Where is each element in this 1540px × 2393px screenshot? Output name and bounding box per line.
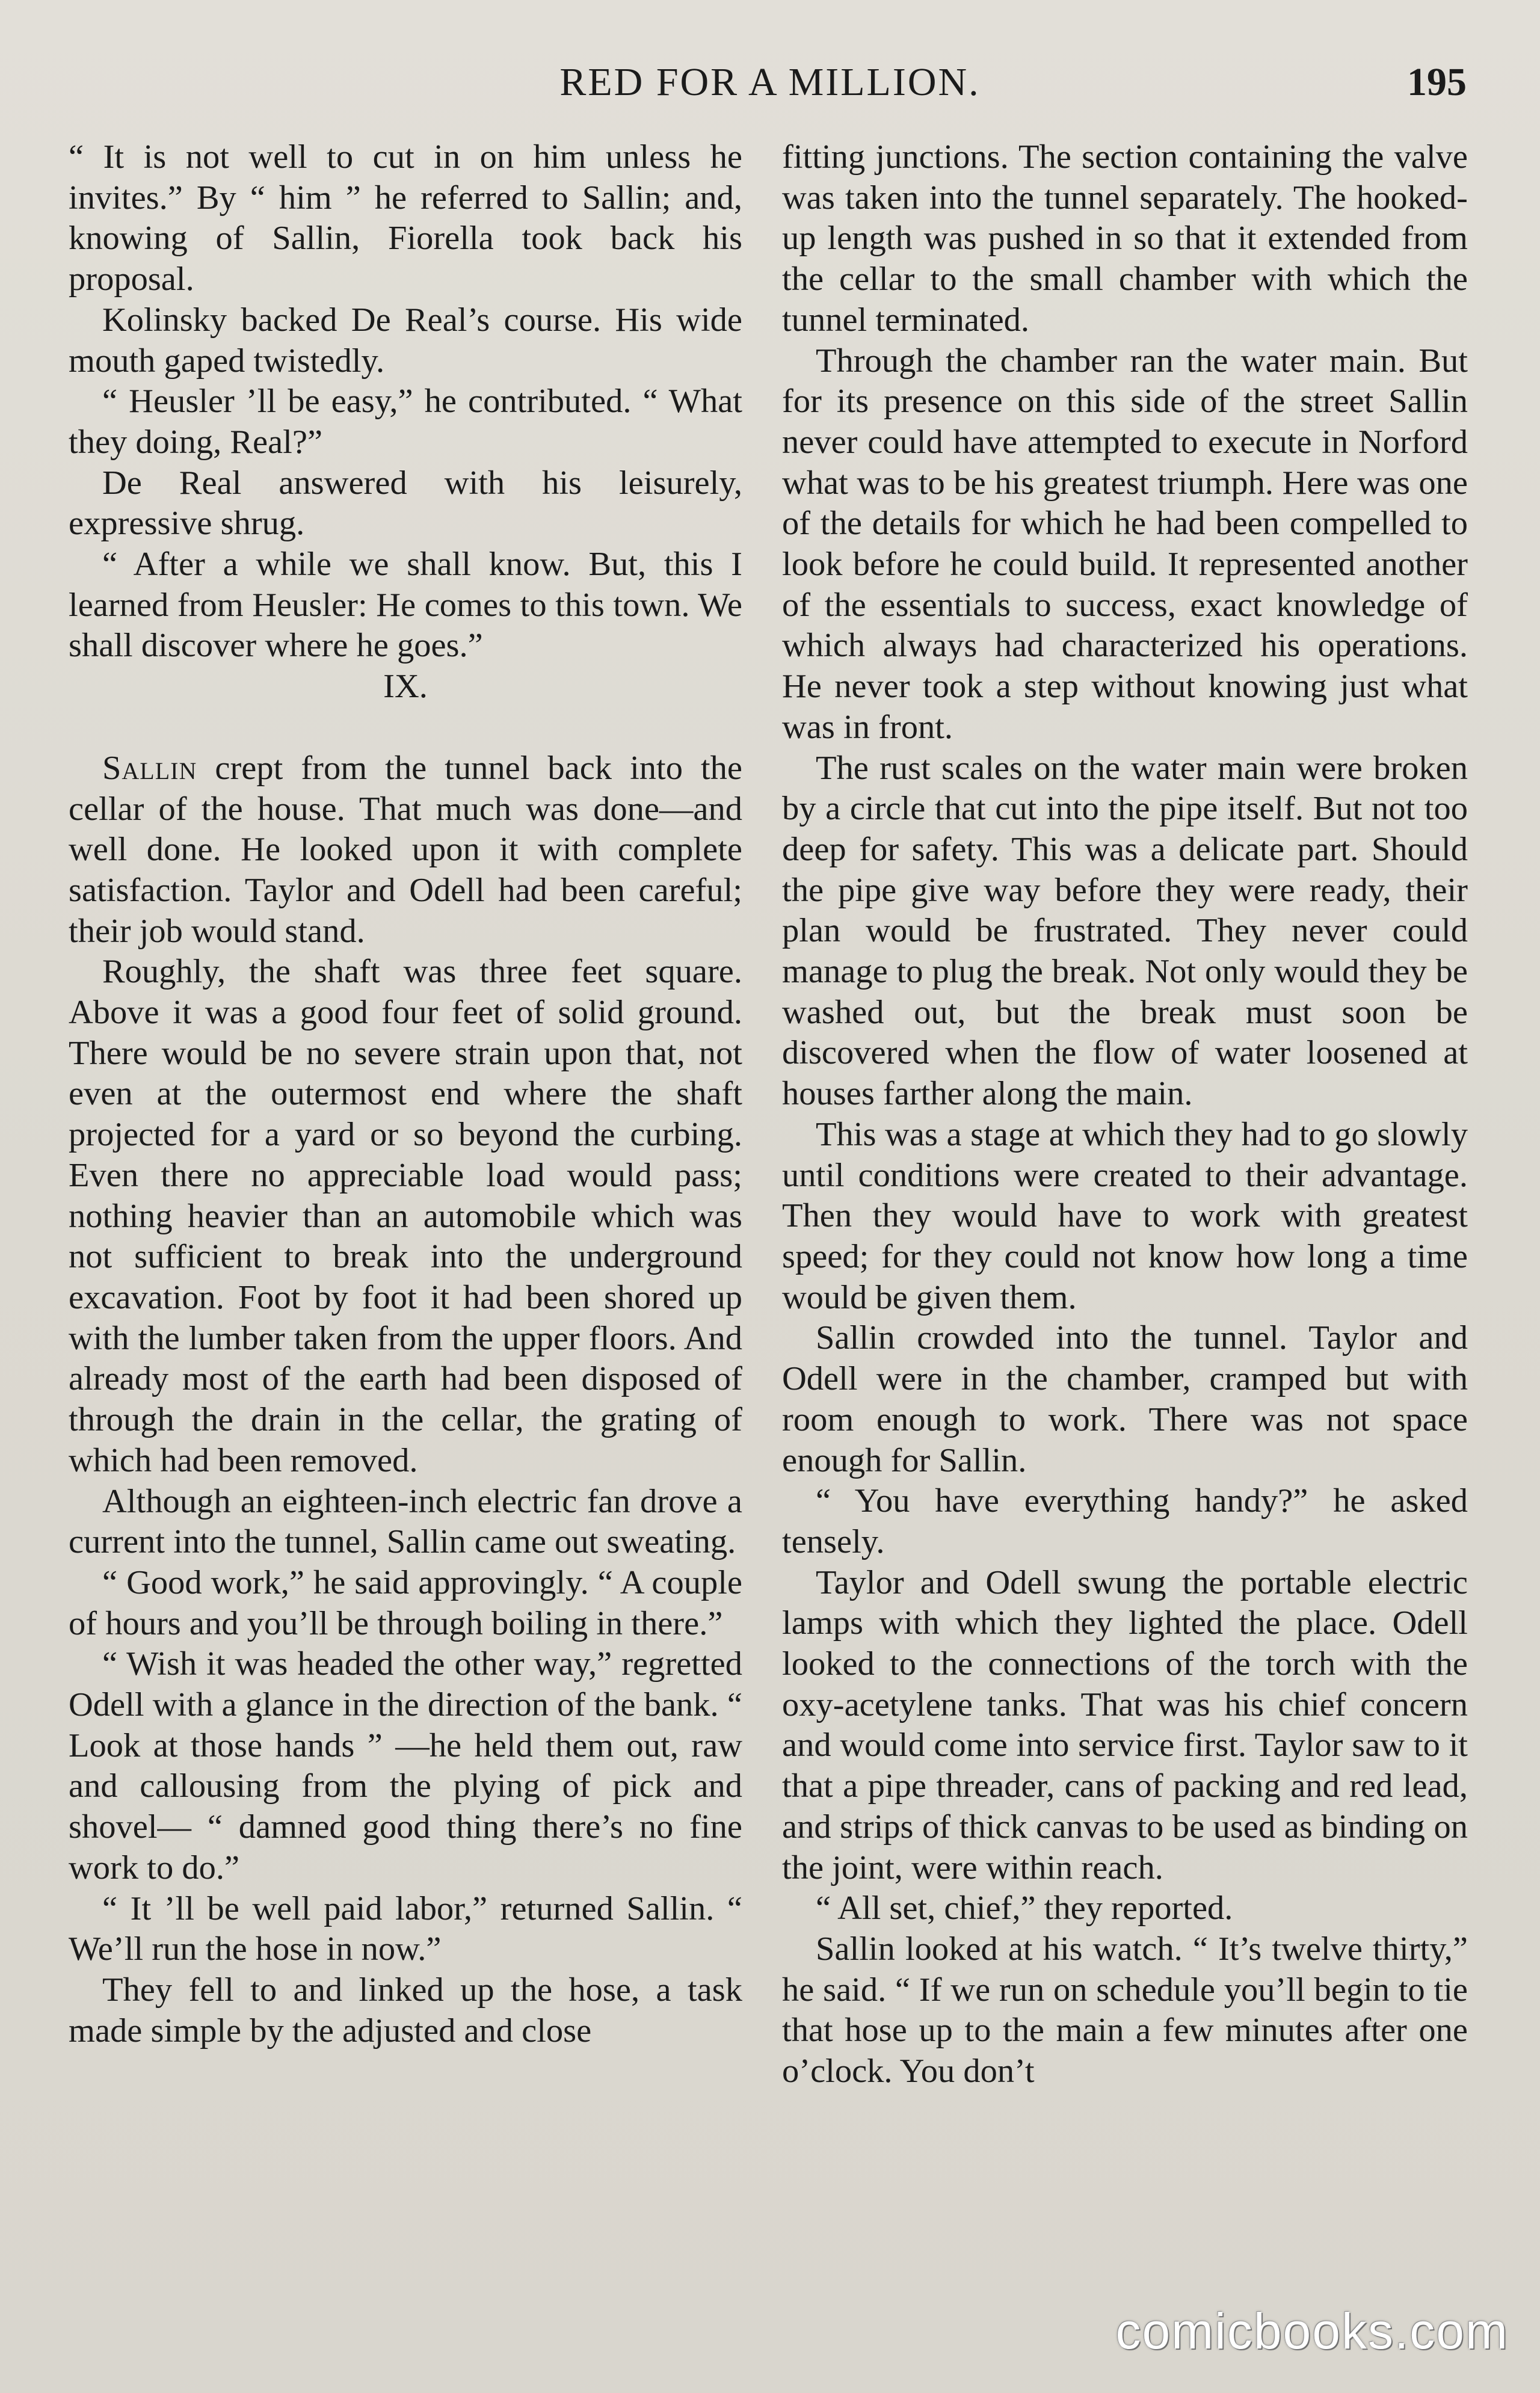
paragraph: They fell to and linked up the hose, a task made simple by the adjusted and close (69, 1971, 742, 2050)
paragraph: Sallin looked at his watch. “ It’s twelve thirty,” he said. “ If we run on schedule you’ll begin to tie that hose up to the main a few minutes after one o’clock. You don’t (782, 1930, 1468, 2090)
paragraph: Taylor and Odell swung the portable electric lamps with which they lighted the place. Odell looked to the connections of the torch with the oxy-acetylene tanks. That was his chief concern and would come into service first. Taylor saw to it that a pipe threader, cans of packing and red lead, and strips of thick canvas to be used as binding on the joint, were within reach. (782, 1563, 1468, 1886)
paragraph: “ You have everything handy?” he asked tensely. (782, 1482, 1468, 1560)
paragraph: Through the chamber ran the water main. But for its presence on this side of the street Sallin never could have attempted to execute in Norford what was to be his greatest triumph. Here was one of the details for which he had been compelled to look before he could build. It represented another of the essentials to success, exact knowledge of which always had characterized his operations. He never took a step without knowing just what was in front. (782, 342, 1468, 746)
chapter-heading: IX. (383, 668, 428, 706)
paragraph: “ It is not well to cut in on him unless he invites.” By “ him ” he referred to Sallin; and, knowing of Sallin, Fiorella took back his proposal. (69, 138, 742, 298)
paragraph-continuation: fitting junctions. The section containing the valve was taken into the tunnel separately. The hooked-up length was pushed in so that it extended from the cellar to the small chamber with which the tunnel terminated. (782, 138, 1468, 339)
paragraph: “ Good work,” he said approvingly. “ A couple of hours and you’ll be through boiling in there.” (69, 1563, 742, 1642)
paragraph: Kolinsky backed De Real’s course. His wide mouth gaped twistedly. (69, 301, 742, 380)
page-header (0, 55, 1540, 109)
chapter-opening-name: Sallin (102, 749, 197, 787)
paragraph: De Real answered with his leisurely, expressive shrug. (69, 464, 742, 543)
paragraph: This was a stage at which they had to go slowly until conditions were created to their advantage. Then they would have to work with greatest speed; for they could not know how long a time would be given them. (782, 1115, 1468, 1316)
running-title: RED FOR A MILLION. (559, 60, 981, 104)
paragraph: “ After a while we shall know. But, this I learned from Heusler: He comes to this town. We shall discover where he goes.” (69, 546, 742, 665)
paragraph: “ All set, chief,” they reported. (816, 1889, 1233, 1927)
paragraph: “ It ’ll be well paid labor,” returned Sallin. “ We’ll run the hose in now.” (69, 1889, 742, 1968)
paragraph: Although an eighteen-inch electric fan drove a current into the tunnel, Sallin came out sweating. (69, 1482, 742, 1561)
watermark: comicbooks.com (1115, 2303, 1509, 2359)
left-column (69, 137, 742, 2051)
chapter-opening-paragraph (69, 748, 742, 952)
page-number: 195 (1407, 60, 1467, 104)
chapter-opening-text: crept from the tunnel back into the cellar of the house. That much was done—and well done. He looked upon it with complete satisfaction. Taylor and Odell had been careful; their job would stand. (69, 749, 742, 950)
paragraph: Roughly, the shaft was three feet square. Above it was a good four feet of solid ground. There would be no severe strain upon that, not even at the outermost end where the shaft projected for a yard or so beyond the curbing. Even there no appreciable load would pass; nothing heavier than an automobile which was not sufficient to break into the underground excavation. Foot by foot it had been shored up with the lumber taken from the upper floors. And already most of the earth had been disposed of through the drain in the cellar, the grating of which had been removed. (69, 953, 742, 1479)
paragraph: Sallin crowded into the tunnel. Taylor and Odell were in the chamber, cramped but with room enough to work. There was not space enough for Sallin. (782, 1319, 1468, 1479)
paragraph: “ Wish it was headed the other way,” regretted Odell with a glance in the direction of the bank. “ Look at those hands ” —he held them out, raw and callousing from the plying of pick and shovel— “ damned good thing there’s no fine work to do.” (69, 1645, 742, 1886)
paragraph: The rust scales on the water main were broken by a circle that cut into the pipe itself. But not too deep for safety. This was a delicate part. Should the pipe give way before they were ready, their plan would be frustrated. They never could manage to plug the break. Not only would they be washed out, but the break must soon be discovered when the flow of water loosened at houses farther along the main. (782, 749, 1468, 1113)
right-column (782, 137, 1468, 2092)
paragraph: “ Heusler ’ll be easy,” he contributed. “ What they doing, Real?” (69, 383, 742, 461)
